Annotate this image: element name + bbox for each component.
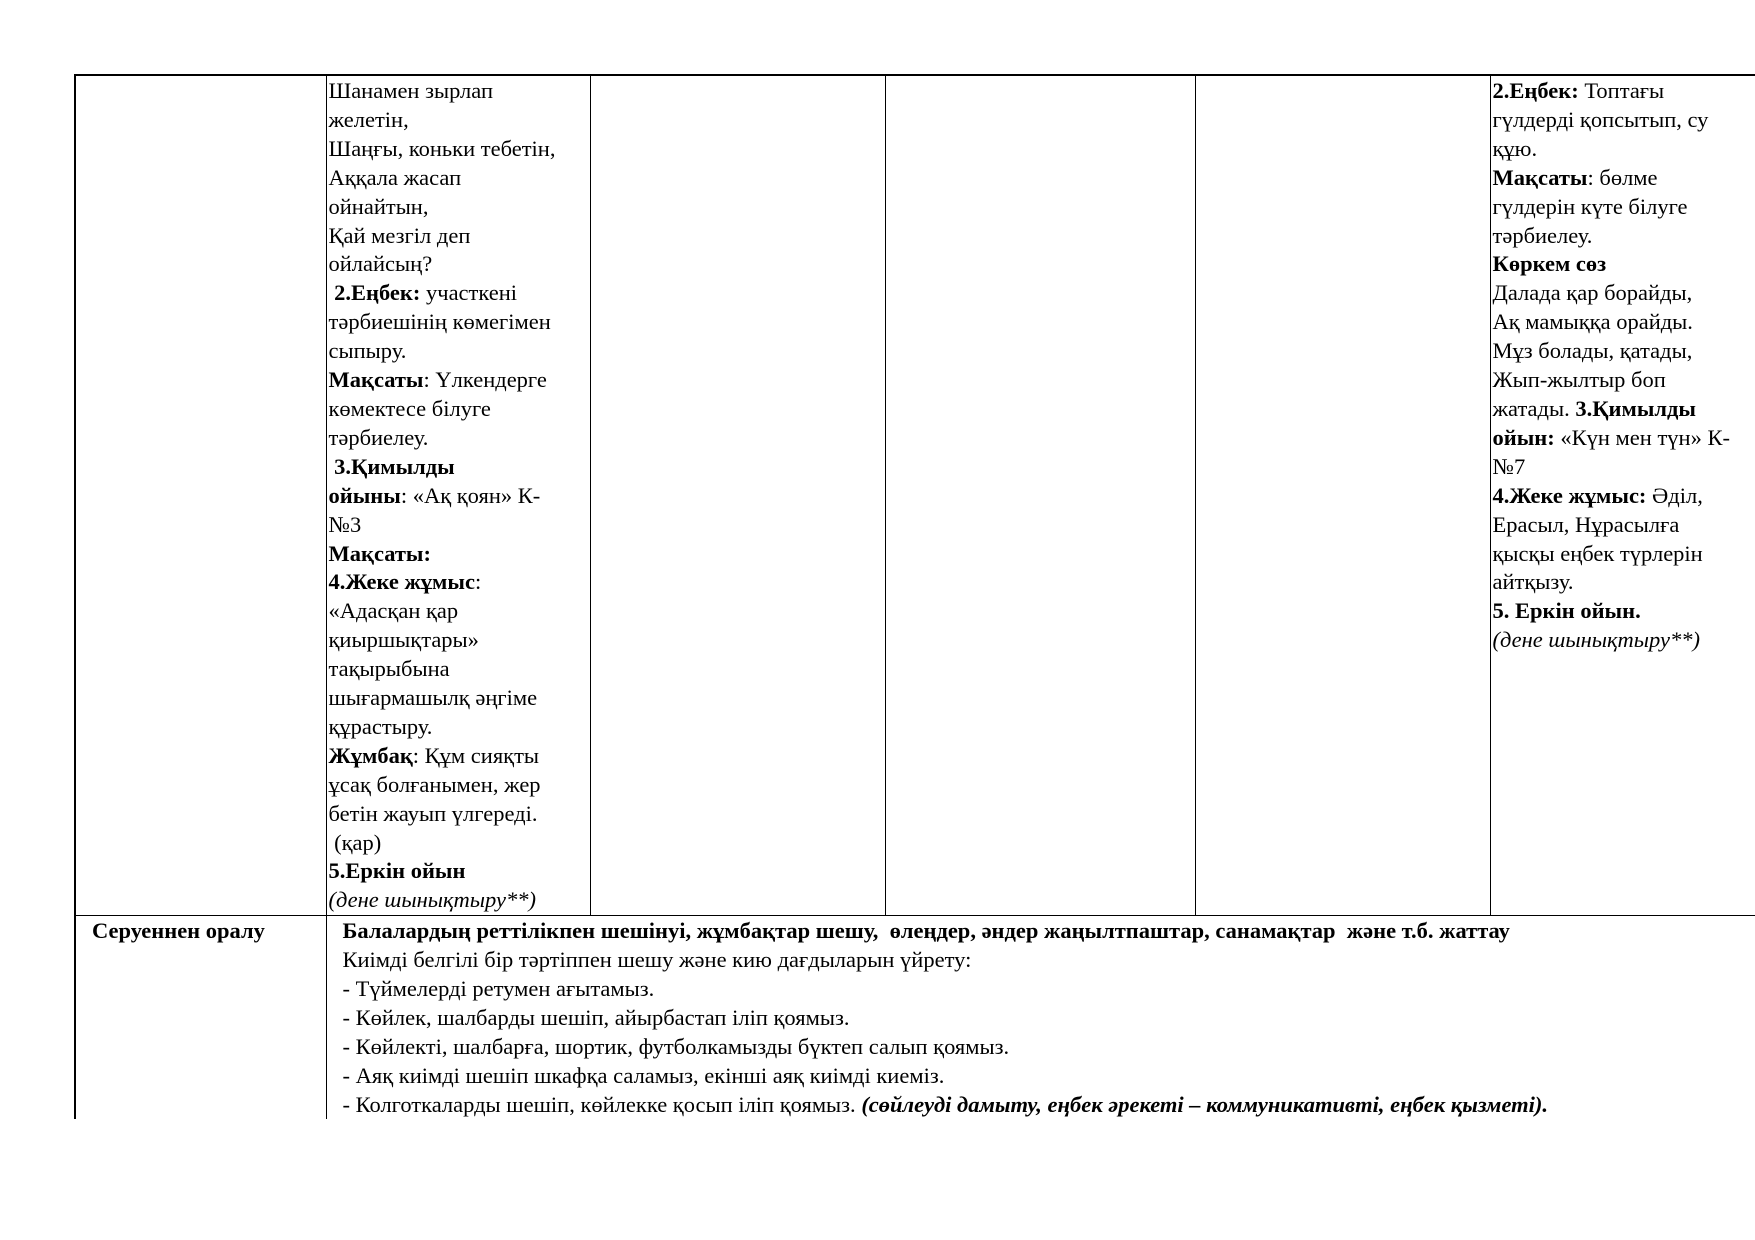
work-text: Топтағы xyxy=(1578,78,1665,103)
table-row-walk xyxy=(75,75,1755,916)
indiv-colon: : xyxy=(474,569,482,595)
text-line: Ақ мамыққа орайды. xyxy=(1492,309,1693,335)
goal-text: : бөлме xyxy=(1587,164,1658,190)
text-line: - Аяқ киімді шешіп шкафқа саламыз, екінші аяқ киімді киеміз. xyxy=(342,1062,945,1088)
text-line: бетін жауып үлгереді. xyxy=(328,800,538,826)
text-line: Жып-жылтыр боп xyxy=(1492,367,1666,393)
text-line: тәрбиешінің көмегімен xyxy=(328,309,551,335)
riddle-title: Жұмбақ xyxy=(328,742,413,768)
work-title: 2.Еңбек: xyxy=(334,280,421,306)
work-text: участкені xyxy=(420,280,518,306)
text-line: қиыршықтары» xyxy=(328,627,479,653)
cell-row1-col4 xyxy=(885,75,1195,916)
goal-title: Мақсаты xyxy=(1492,164,1588,190)
game-text: «Күн мен түн» К- xyxy=(1554,424,1730,450)
text-line: Далада қар борайды, xyxy=(1492,280,1693,306)
row-label-return: Серуеннен оралу xyxy=(75,916,326,1119)
text-line: құю. xyxy=(1492,135,1538,161)
free-note: (дене шынықтыру**) xyxy=(328,887,536,913)
text-line: тәрбиелеу. xyxy=(1492,222,1593,248)
text-line: - Көйлекті, шалбарға, шортик, футболкамызды бүктеп салып қоямыз. xyxy=(342,1033,1010,1059)
text-line: шығармашылқ әңгіме xyxy=(328,685,538,711)
game-title-b: ойыны xyxy=(328,482,401,508)
work-line xyxy=(329,279,588,308)
text-line: гүлдерін күте білуге xyxy=(1492,193,1688,219)
indiv-line xyxy=(329,568,588,597)
game-text: : «Ақ қоян» К- xyxy=(400,482,541,508)
text-line: айтқызу. xyxy=(1492,569,1574,595)
game-title: 3.Қимылды xyxy=(1575,395,1696,421)
text-line: Шанамен зырлап xyxy=(328,78,494,103)
game-title: 3.Қимылды xyxy=(334,453,455,479)
game-line xyxy=(329,482,588,511)
cell-row1-col6 xyxy=(1490,75,1755,916)
free-title: 5.Еркін ойын xyxy=(328,858,466,884)
riddle-line xyxy=(329,742,588,771)
text-line: №3 xyxy=(328,511,362,537)
indiv-title: 4.Жеке жұмыс xyxy=(328,569,475,595)
cell-row1-col3 xyxy=(590,75,885,916)
goal-line xyxy=(329,366,588,395)
text-line: Киімді белгілі бір тәртіппен шешу және кию дағдыларын үйрету: xyxy=(342,947,972,973)
text-line: тақырыбына xyxy=(328,656,450,682)
text-line: тәрбиелеу. xyxy=(328,424,429,450)
work-line xyxy=(1493,77,1755,106)
goal2-title: Мақсаты: xyxy=(328,540,431,566)
goal-text: : Үлкендерге xyxy=(423,367,547,393)
cell-row1-col5 xyxy=(1195,75,1490,916)
text-line: Ерасыл, Нұрасылға xyxy=(1492,511,1680,537)
text-line: көмектесе білуге xyxy=(328,395,491,421)
riddle-text: : Құм сияқты xyxy=(412,742,540,768)
text-line: Шаңғы, коньки тебетін, xyxy=(328,135,556,161)
document-page xyxy=(74,74,1755,1119)
game-title-line xyxy=(329,453,588,482)
poem-game-line xyxy=(1493,395,1755,424)
text-line: Қай мезгіл деп xyxy=(328,222,471,248)
table-row-return xyxy=(75,916,1755,1119)
text-line: №7 xyxy=(1492,453,1526,479)
text-line: құрастыру. xyxy=(328,713,433,739)
text-line: ойнайтын, xyxy=(328,193,429,219)
row2-heading: Балалардың реттілікпен шешінуі, жұмбақтар шешу, өлеңдер, әндер жаңылтпаштар, санамақтар және т.б. жаттау xyxy=(342,918,1510,944)
text-line: Аққала жасап xyxy=(328,164,462,190)
text-line: Мұз болады, қатады, xyxy=(1492,338,1693,364)
cell-row1-col2 xyxy=(326,75,590,916)
poem-title: Көркем сөз xyxy=(1492,251,1607,277)
text-line: сыпыру. xyxy=(328,338,407,364)
text-line: желетін, xyxy=(328,106,409,132)
text-line: ойлайсың? xyxy=(328,251,433,277)
cell-row2-content xyxy=(326,916,1755,1119)
free-title: 5. Еркін ойын. xyxy=(1492,598,1641,624)
plan-table xyxy=(74,74,1755,1119)
indiv-text: Әділ, xyxy=(1646,482,1703,508)
text-line: - Көйлек, шалбарды шешіп, айырбастап іліп қоямыз. xyxy=(342,1005,850,1030)
row2-last-note: (сөйлеуді дамыту, еңбек әрекеті – коммуникативті, еңбек қызметі). xyxy=(861,1091,1549,1117)
text-line: «Адасқан қар xyxy=(328,598,459,624)
poem-last: жатады. xyxy=(1492,395,1576,421)
indiv-title: 4.Жеке жұмыс: xyxy=(1492,482,1647,508)
text-line: - Түймелерді ретумен ағытамыз. xyxy=(342,976,655,1002)
text-line: гүлдерді қопсытып, су xyxy=(1492,106,1709,132)
row2-last-line xyxy=(343,1091,1755,1119)
game-line xyxy=(1493,424,1755,453)
text-line: (қар) xyxy=(328,829,382,855)
goal-line xyxy=(1493,164,1755,193)
cell-row1-label xyxy=(75,75,326,916)
text-line: ұсақ болғанымен, жер xyxy=(328,771,541,797)
work-title: 2.Еңбек: xyxy=(1492,78,1579,103)
game-title-b: ойын: xyxy=(1492,424,1555,450)
free-note: (дене шынықтыру**) xyxy=(1492,627,1700,653)
text-line: қысқы еңбек түрлерін xyxy=(1492,540,1703,566)
indiv-line xyxy=(1493,482,1755,511)
goal-title: Мақсаты xyxy=(328,367,424,393)
row2-last-text: - Колготкаларды шешіп, көйлекке қосып іліп қоямыз. xyxy=(342,1091,862,1117)
